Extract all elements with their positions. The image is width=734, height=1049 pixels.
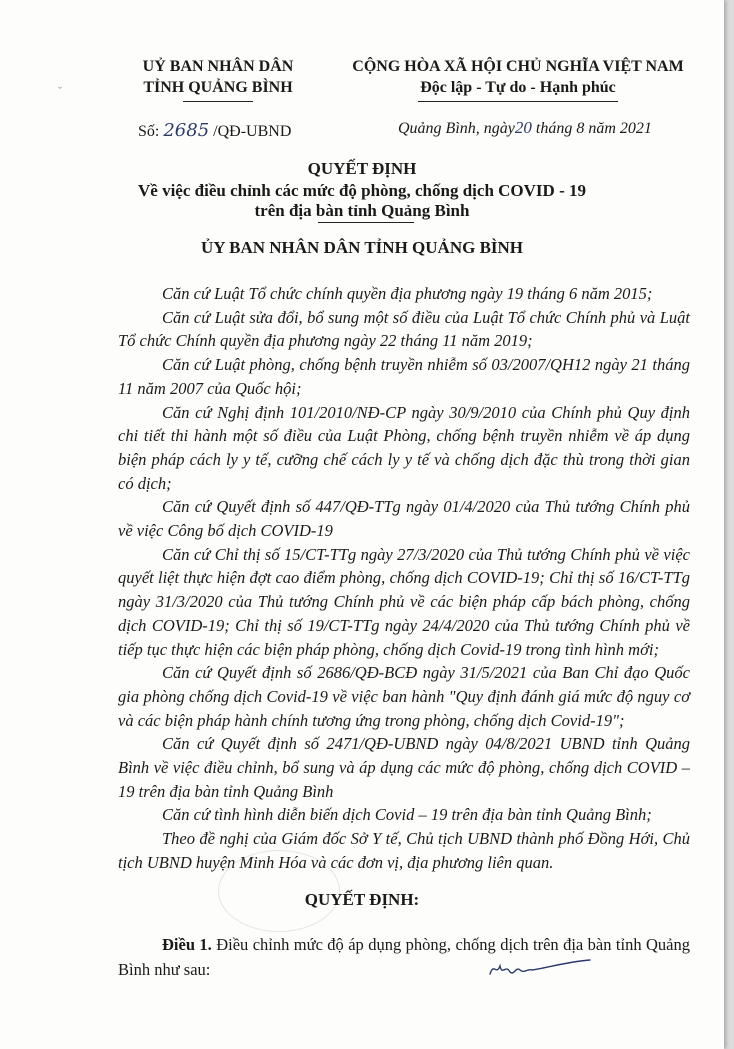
decision-heading: QUYẾT ĐỊNH: xyxy=(304,890,420,909)
document-number xyxy=(138,120,291,141)
article-1-text: Điều chỉnh mức độ áp dụng phòng, chống dịch trên địa bàn tỉnh Quảng Bình như sau: xyxy=(118,935,690,979)
national-name: CỘNG HÒA XÃ HỘI CHỦ NGHĨA VIỆT NAM xyxy=(352,58,684,75)
article-1 xyxy=(118,932,690,982)
authority-heading: ỦY BAN NHÂN DÂN TỈNH QUẢNG BÌNH xyxy=(200,238,524,257)
preamble-item: Theo đề nghị của Giám đốc Sở Y tế, Chủ tịch UBND thành phố Đồng Hới, Chủ tịch UBND huyện Minh Hóa và các đơn vị, địa phương liên quan. xyxy=(118,829,690,872)
preamble-item: Căn cứ Quyết định số 2471/QĐ-UBND ngày 04/8/2021 UBND tỉnh Quảng Bình về việc điều chỉnh, bổ sung và áp dụng các mức độ phòng, chống dịch COVID – 19 trên địa bàn tỉnh Quảng Bình xyxy=(118,734,690,801)
national-motto: Độc lập - Tự do - Hạnh phúc xyxy=(420,79,616,96)
preamble xyxy=(118,282,690,875)
preamble-item: Căn cứ tình hình diễn biến dịch Covid – 19 trên địa bàn tỉnh Quảng Bình; xyxy=(162,805,652,825)
scan-mark: ˇ xyxy=(58,84,62,98)
preamble-item: Căn cứ Luật phòng, chống bệnh truyền nhiễm số 03/2007/QH12 ngày 21 tháng 11 năm 2007 của Quốc hội; xyxy=(118,355,690,398)
national-motto-block xyxy=(318,56,718,102)
preamble-item: Căn cứ Quyết định số 447/QĐ-TTg ngày 01/4/2020 của Thủ tướng Chính phủ về việc Công bố dịch COVID-19 xyxy=(118,497,690,541)
motto-underline xyxy=(418,101,618,102)
date-day-handwritten: 20 xyxy=(514,118,532,137)
document-subject-line1: Về việc điều chỉnh các mức độ phòng, chống dịch COVID - 19 xyxy=(138,181,586,200)
document-title: QUYẾT ĐỊNH xyxy=(307,159,417,178)
date-prefix: Quảng Bình, ngày xyxy=(398,120,515,137)
initials-signature xyxy=(486,952,596,982)
date-suffix: tháng 8 năm 2021 xyxy=(531,120,652,137)
preamble-item: Căn cứ Nghị định 101/2010/NĐ-CP ngày 30/9/2010 của Chính phủ Quy định chi tiết thi hành một số điều của Luật Phòng, chống bệnh truyền nhiễm về áp dụng biện pháp cách ly y tế, cưỡng chế cách ly y tế và chống dịch đặc thù trong thời gian có dịch; xyxy=(118,402,690,493)
authority-underline xyxy=(183,101,253,102)
preamble-item: Căn cứ Luật sửa đổi, bổ sung một số điều của Luật Tổ chức Chính phủ và Luật Tổ chức Chính quyền địa phương ngày 22 tháng 11 năm 2019; xyxy=(118,307,690,351)
document-subject-line2: trên địa bàn tỉnh Quảng Bình xyxy=(254,201,470,220)
title-underline xyxy=(318,222,414,223)
doc-number-prefix: Số: xyxy=(138,123,164,140)
issuing-authority-line2: TỈNH QUẢNG BÌNH xyxy=(143,79,293,96)
issuing-authority-block xyxy=(118,56,318,102)
preamble-item: Căn cứ Quyết định số 2686/QĐ-BCĐ ngày 31/5/2021 của Ban Chỉ đạo Quốc gia phòng chống dịch Covid-19 về việc ban hành "Quy định đánh giá mức độ nguy cơ và các biện pháp hành chính tương ứng trong phòng, chống dịch Covid-19"; xyxy=(118,663,690,730)
doc-number-handwritten: 2685 xyxy=(163,120,210,141)
article-1-label: Điều 1. xyxy=(162,935,212,954)
preamble-item: Căn cứ Chỉ thị số 15/CT-TTg ngày 27/3/2020 của Thủ tướng Chính phủ về việc quyết liệt thực hiện đợt cao điểm phòng, chống dịch COVID-19; Chỉ thị số 16/CT-TTg ngày 31/3/2020 của Thủ tướng Chính phủ về các biện pháp cấp bách phòng, chống dịch COVID-19; Chỉ thị số 19/CT-TTg ngày 24/4/2020 của Thủ tướng Chính phủ về tiếp tục thực hiện các biện pháp phòng, chống dịch Covid-19 trong tình hình mới; xyxy=(118,544,690,659)
issue-date xyxy=(398,118,652,138)
doc-number-suffix: /QĐ-UBND xyxy=(209,123,292,140)
preamble-item: Căn cứ Luật Tổ chức chính quyền địa phương ngày 19 tháng 6 năm 2015; xyxy=(162,284,653,303)
issuing-authority-line1: UỶ BAN NHÂN DÂN xyxy=(142,58,294,75)
